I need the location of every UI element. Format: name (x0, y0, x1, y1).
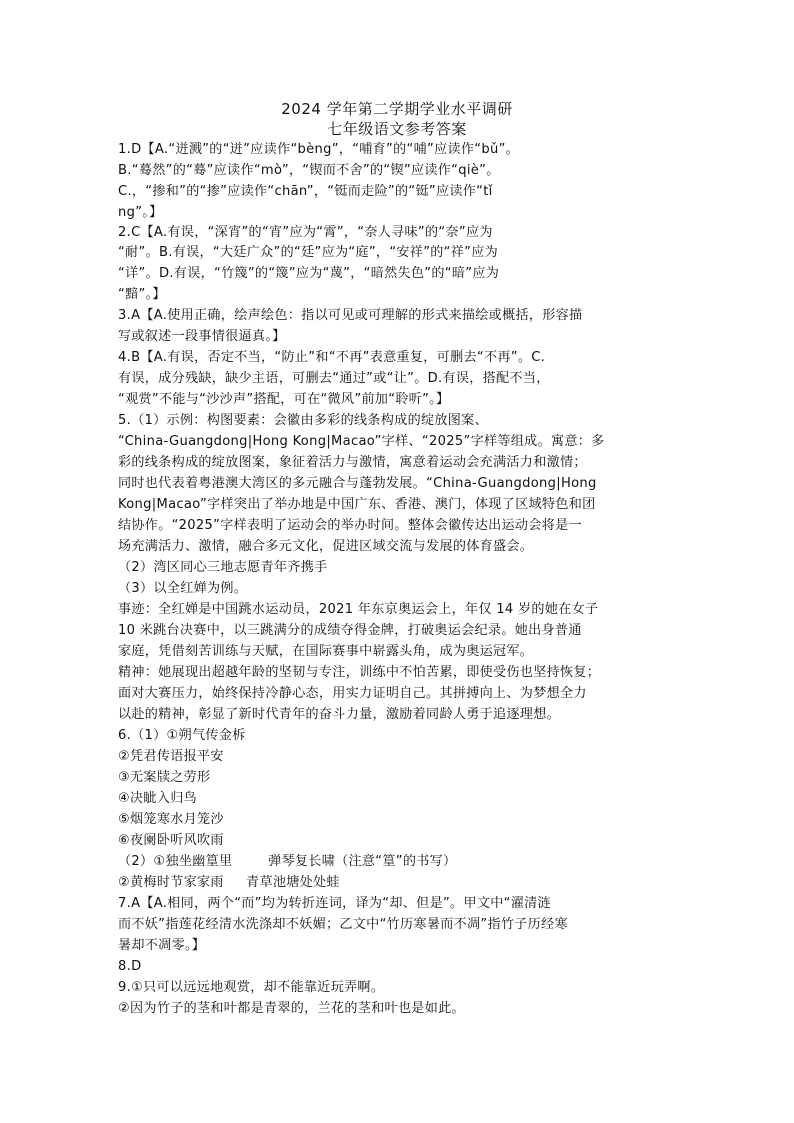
answer-2-line-2: “耐”。B.有误，“大廷广众”的“廷”应为“庭”，“安祥”的“祥”应为 (118, 245, 499, 260)
answer-6-line-6: ⑥夜阑卧听风吹雨 (118, 833, 224, 848)
answer-6-line-4: ④决眦入归鸟 (118, 791, 198, 806)
answer-5-line-15: 以赴的精神，彰显了新时代青年的奋斗力量，激励着同龄人勇于追逐理想。 (118, 707, 560, 722)
answer-5-line-3: 彩的线条构成的绽放图案，象征着活力与激情，寓意着运动会充满活力和激情； (118, 455, 587, 470)
answer-9-line-1: 9.①只可以远远地观赏，却不能靠近玩弄啊。 (118, 980, 385, 995)
answer-3-line-2: 写或叙述一段事情很逼真。】 (118, 329, 286, 344)
answer-7-line-2: 而不妖”指莲花经清水洗涤却不妖媚；乙文中“竹历寒暑而不凋”指竹子历经寒 (118, 917, 568, 932)
answer-5-line-11: 10 米跳台决赛中，以三跳满分的成绩夺得金牌，打破奥运会纪录。她出身普通 (118, 623, 582, 638)
answer-7-line-3: 暑却不凋零。】 (118, 938, 206, 953)
answer-6-line-3: ③无案牍之劳形 (118, 770, 211, 785)
answer-5-line-2: “China-Guangdong|Hong Kong|Macao”字样、“2025”字样等组成。寓意：多 (118, 434, 605, 449)
answer-4-line-2: 有误，成分残缺，缺少主语，可删去“通过”或“让”。D.有误，搭配不当， (118, 371, 550, 386)
answer-6-line-5: ⑤烟笼寒水月笼沙 (118, 812, 224, 827)
answer-1-line-2: B.“蓦然”的“蓦”应读作“mò”，“锲而不舍”的“锲”应读作“qiè”。 (118, 163, 500, 178)
answer-5-line-9: （3）以全红婵为例。 (118, 581, 248, 596)
answer-5-line-6: 结协作。“2025”字样表明了运动会的举办时间。整体会徽传达出运动会将是一 (118, 518, 582, 533)
answer-4-line-3: “观赏”不能与“沙沙声”搭配，可在“微风”前加“聆听”。】 (118, 392, 450, 407)
answer-5-line-8: （2）湾区同心三地志愿青年齐携手 (118, 560, 328, 575)
answer-1-line-3: C.，“掺和”的“掺”应读作“chān”，“铤而走险”的“铤”应读作“tǐ (118, 184, 493, 199)
answer-8-line-1: 8.D (118, 959, 142, 974)
answer-6-line-8: ②黄梅时节家家雨 青草池塘处处蛙 (118, 875, 340, 890)
answer-9-line-2: ②因为竹子的茎和叶都是青翠的，兰花的茎和叶也是如此。 (118, 1001, 465, 1016)
answer-5-line-4: 同时也代表着粤港澳大湾区的多元融合与蓬勃发展。“China-Guangdong|Hong (118, 476, 597, 491)
answer-1-line-1: 1.D【A.“迸溅”的“迸”应读作“bèng”，“哺育”的“哺”应读作“bǔ”。 (118, 142, 520, 157)
answer-5-line-7: 场充满活力、激情，融合多元文化，促进区域交流与发展的体育盛会。 (118, 539, 534, 554)
answer-5-line-1: 5.（1）示例：构图要素：会徽由多彩的线条构成的绽放图案、 (118, 413, 488, 428)
answer-1-line-4: ng”。】 (118, 205, 163, 220)
answer-3-line-1: 3.A【A.使用正确，绘声绘色：指以可见或可理解的形式来描绘或概括，形容描 (118, 308, 583, 323)
answer-5-line-13: 精神：她展现出超越年龄的坚韧与专注，训练中不怕苦累，即使受伤也坚持恢复； (118, 665, 601, 680)
answer-2-line-3: “详”。D.有误，“竹篾”的“篾”应为“蔑”，“暗然失色”的“暗”应为 (118, 266, 500, 281)
page-title: 2024 学年第二学期学业水平调研 (281, 100, 513, 118)
answer-7-line-1: 7.A【A.相同，两个“而”均为转折连词，译为“却、但是”。甲文中“濯清涟 (118, 896, 551, 911)
page-subtitle: 七年级语文参考答案 (327, 120, 467, 138)
answer-6-line-2: ②凭君传语报平安 (118, 749, 224, 764)
answer-5-line-5: Kong|Macao”字样突出了举办地是中国广东、香港、澳门，体现了区域特色和团 (118, 497, 596, 512)
answer-5-line-12: 家庭，凭借刻苦训练与天赋，在国际赛事中崭露头角，成为奥运冠军。 (118, 644, 534, 659)
answer-5-line-14: 面对大赛压力，始终保持冷静心态，用实力证明自己。其拼搏向上、为梦想全力 (118, 686, 587, 701)
answer-5-line-10: 事迹：全红婵是中国跳水运动员，2021 年东京奥运会上，年仅 14 岁的她在女子 (118, 602, 599, 617)
answer-4-line-1: 4.B【A.有误，否定不当，“防止”和“不再”表意重复，可删去“不再”。C. (118, 350, 546, 365)
answer-6-line-1: 6.（1）①朔气传金柝 (118, 728, 246, 743)
answer-2-line-1: 2.C【A.有误，“深宵”的“宵”应为“霄”，“奈人寻味”的“奈”应为 (118, 225, 493, 240)
answer-2-line-4: “黯”。】 (118, 287, 166, 302)
answer-6-line-7: （2）①独坐幽篁里 弹琴复长啸（注意“篁”的书写） (118, 854, 457, 869)
